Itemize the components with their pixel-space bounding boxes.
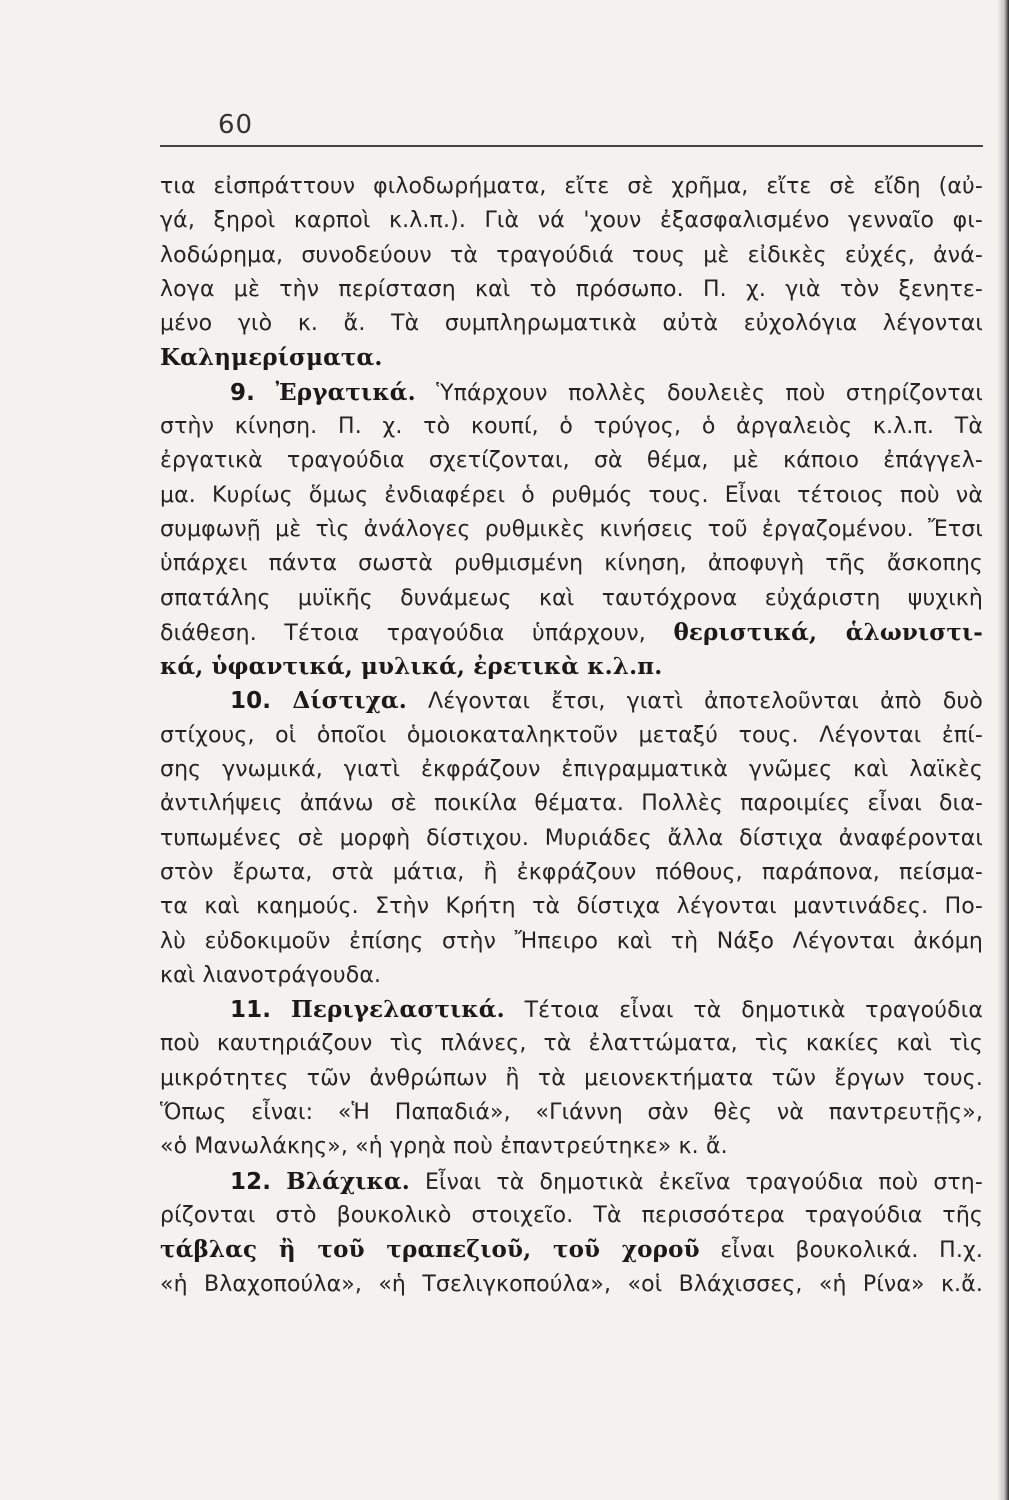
text-line (160, 1233, 983, 1267)
line-text: «ἡ Βλαχοπούλα», «ἡ Τσελιγκοπούλα», «οἱ Βλάχισσες, «ἡ Ρίνα» κ.ἄ. (160, 1271, 983, 1297)
line-text: Ὅπως εἶναι: «Ἡ Παπαδιά», «Γιάννη σὰν θὲς νὰ παντρευτῇς», (160, 1100, 983, 1126)
text-line (160, 959, 983, 993)
line-text: ὑπάρχει πάντα σωστὰ ρυθμισμένη κίνηση, ἀποφυγὴ τῆς ἄσκοπης (160, 551, 983, 577)
text-line (160, 787, 983, 821)
line-text: στίχους, οἱ ὁποῖοι ὁμοιοκαταληκτοῦν μεταξύ τους. Λέγονται ἐπί- (160, 722, 983, 748)
section-number: 12. (230, 1168, 272, 1195)
text-line (160, 1165, 983, 1199)
text-line (160, 616, 983, 650)
line-text: τα καὶ καημούς. Στὴν Κρήτη τὰ δίστιχα λέγονται μαντινάδες. Πο- (160, 894, 983, 920)
text-line (160, 1199, 983, 1233)
section-heading: Δίστιχα. (292, 687, 407, 715)
bold-term: κά, ὑφαντικά, μυλικά, ἐρετικὰ κ.λ.π. (160, 653, 663, 681)
section-number: 10. (230, 688, 272, 715)
line-text: τια εἰσπράττουν φιλοδωρήματα, εἴτε σὲ χρῆμα, εἴτε σὲ εἴδη (αὐ- (160, 174, 983, 199)
text-line (160, 273, 983, 307)
text-line (160, 1027, 983, 1061)
line-text: Τέτοια εἶναι τὰ δημοτικὰ τραγούδια (504, 998, 983, 1024)
text-line (160, 444, 983, 478)
line-text: ἀντιλήψεις ἀπάνω σὲ ποικίλα θέματα. Πολλὲς παροιμίες εἶναι δια- (160, 791, 983, 817)
text-line (160, 479, 983, 513)
page-number: 60 (218, 110, 254, 140)
line-text: Ὑπάρχουν πολλὲς δουλειὲς ποὺ στηρίζονται (415, 380, 983, 406)
line-text: ἐργατικὰ τραγούδια σχετίζονται, σὰ θέμα, μὲ κάποιο ἐπάγγελ- (160, 448, 983, 474)
line-text: λογα μὲ τὴν περίσταση καὶ τὸ πρόσωπο. Π. χ. γιὰ τὸν ξενητε- (160, 276, 983, 302)
text-line (160, 307, 983, 341)
line-text: διάθεση. Τέτοια τραγούδια ὑπάρχουν, (160, 620, 674, 646)
section-heading: Βλάχικα. (286, 1167, 410, 1195)
text-line (160, 513, 983, 547)
header-rule (160, 145, 983, 147)
bold-term: τάβλας ἢ τοῦ τραπεζιοῦ, τοῦ χοροῦ (160, 1236, 700, 1264)
text-line (160, 925, 983, 959)
line-text: στὸν ἔρωτα, στὰ μάτια, ἢ ἐκφράζουν πόθους, παράπονα, πείσμα- (160, 859, 983, 885)
text-line (160, 204, 983, 238)
bold-term: θεριστικά, ἁλωνιστι- (673, 618, 983, 646)
text-line (160, 376, 983, 410)
line-text: στὴν κίνηση. Π. χ. τὸ κουπί, ὁ τρύγος, ὁ ἀργαλειὸς κ.λ.π. Τὰ (160, 414, 983, 440)
line-text: ποὺ καυτηριάζουν τὶς πλάνες, τὰ ἐλαττώματα, τὶς κακίες καὶ τὶς (160, 1031, 983, 1057)
line-text: Λέγονται ἔτσι, γιατὶ ἀποτελοῦνται ἀπὸ δυὸ (406, 689, 983, 715)
text-line (160, 170, 983, 204)
text-line (160, 993, 983, 1027)
body-text (160, 170, 983, 1302)
section-heading: Ἐργατικά. (275, 378, 416, 406)
line-text: συμφωνῇ μὲ τὶς ἀνάλογες ρυθμικὲς κινήσεις τοῦ ἐργαζομένου. Ἔτσι (160, 516, 983, 542)
section-number: 9. (230, 379, 256, 406)
line-text: «ὁ Μανωλάκης», «ἡ γρηὰ ποὺ ἐπαντρεύτηκε» κ. ἄ. (160, 1134, 728, 1160)
section-heading: Περιγελαστικά. (291, 996, 505, 1024)
text-line (160, 239, 983, 273)
text-line (160, 547, 983, 581)
text-line (160, 822, 983, 856)
text-line (160, 410, 983, 444)
line-text: εἶναι βουκολικά. Π.χ. (699, 1238, 983, 1264)
line-text: σπατάλης μυϊκῆς δυνάμεως καὶ ταυτόχρονα εὐχάριστη ψυχικὴ (160, 585, 983, 611)
text-line (160, 753, 983, 787)
text-line (160, 856, 983, 890)
section-number: 11. (230, 997, 272, 1024)
line-text: λοδώρημα, συνοδεύουν τὰ τραγούδιά τους μὲ εἰδικὲς εὐχές, ἀνά- (160, 242, 983, 268)
text-line (160, 684, 983, 718)
text-line (160, 1268, 983, 1302)
line-text: ρίζονται στὸ βουκολικὸ στοιχεῖο. Τὰ περισσότερα τραγούδια τῆς (160, 1202, 983, 1228)
text-line (160, 1130, 983, 1164)
line-text: μικρότητες τῶν ἀνθρώπων ἢ τὰ μειονεκτήματα τῶν ἔργων τους. (160, 1065, 983, 1091)
line-text: τυπωμένες σὲ μορφὴ δίστιχου. Μυριάδες ἄλλα δίστιχα ἀναφέρονται (160, 825, 983, 851)
line-text: καὶ λιανοτράγουδα. (160, 962, 382, 988)
text-line (160, 1096, 983, 1130)
line-text: Εἶναι τὰ δημοτικὰ ἐκεῖνα τραγούδια ποὺ στη- (409, 1169, 983, 1195)
text-line (160, 890, 983, 924)
text-line (160, 719, 983, 753)
text-line (160, 582, 983, 616)
line-text: σης γνωμικά, γιατὶ ἐκφράζουν ἐπιγραμματικὰ γνῶμες καὶ λαϊκὲς (160, 757, 983, 783)
page-edge-shadow (997, 0, 1009, 1500)
text-line (160, 1062, 983, 1096)
text-line (160, 341, 983, 375)
bold-term: Καλημερίσματα. (160, 344, 383, 372)
line-text: λὺ εὐδοκιμοῦν ἐπίσης στὴν Ἤπειρο καὶ τὴ Νάξο Λέγονται ἀκόμη (160, 928, 983, 954)
line-text: γά, ξηροὶ καρποὶ κ.λ.π.). Γιὰ νά 'χουν ἐξασφαλισμένο γενναῖο φι- (160, 208, 983, 234)
text-line (160, 650, 983, 684)
line-text: μένο γιὸ κ. ἄ. Τὰ συμπληρωματικὰ αὐτὰ εὐχολόγια λέγονται (160, 311, 983, 337)
line-text: μα. Κυρίως ὅμως ἐνδιαφέρει ὁ ρυθμός τους. Εἶναι τέτοιος ποὺ νὰ (160, 482, 983, 508)
